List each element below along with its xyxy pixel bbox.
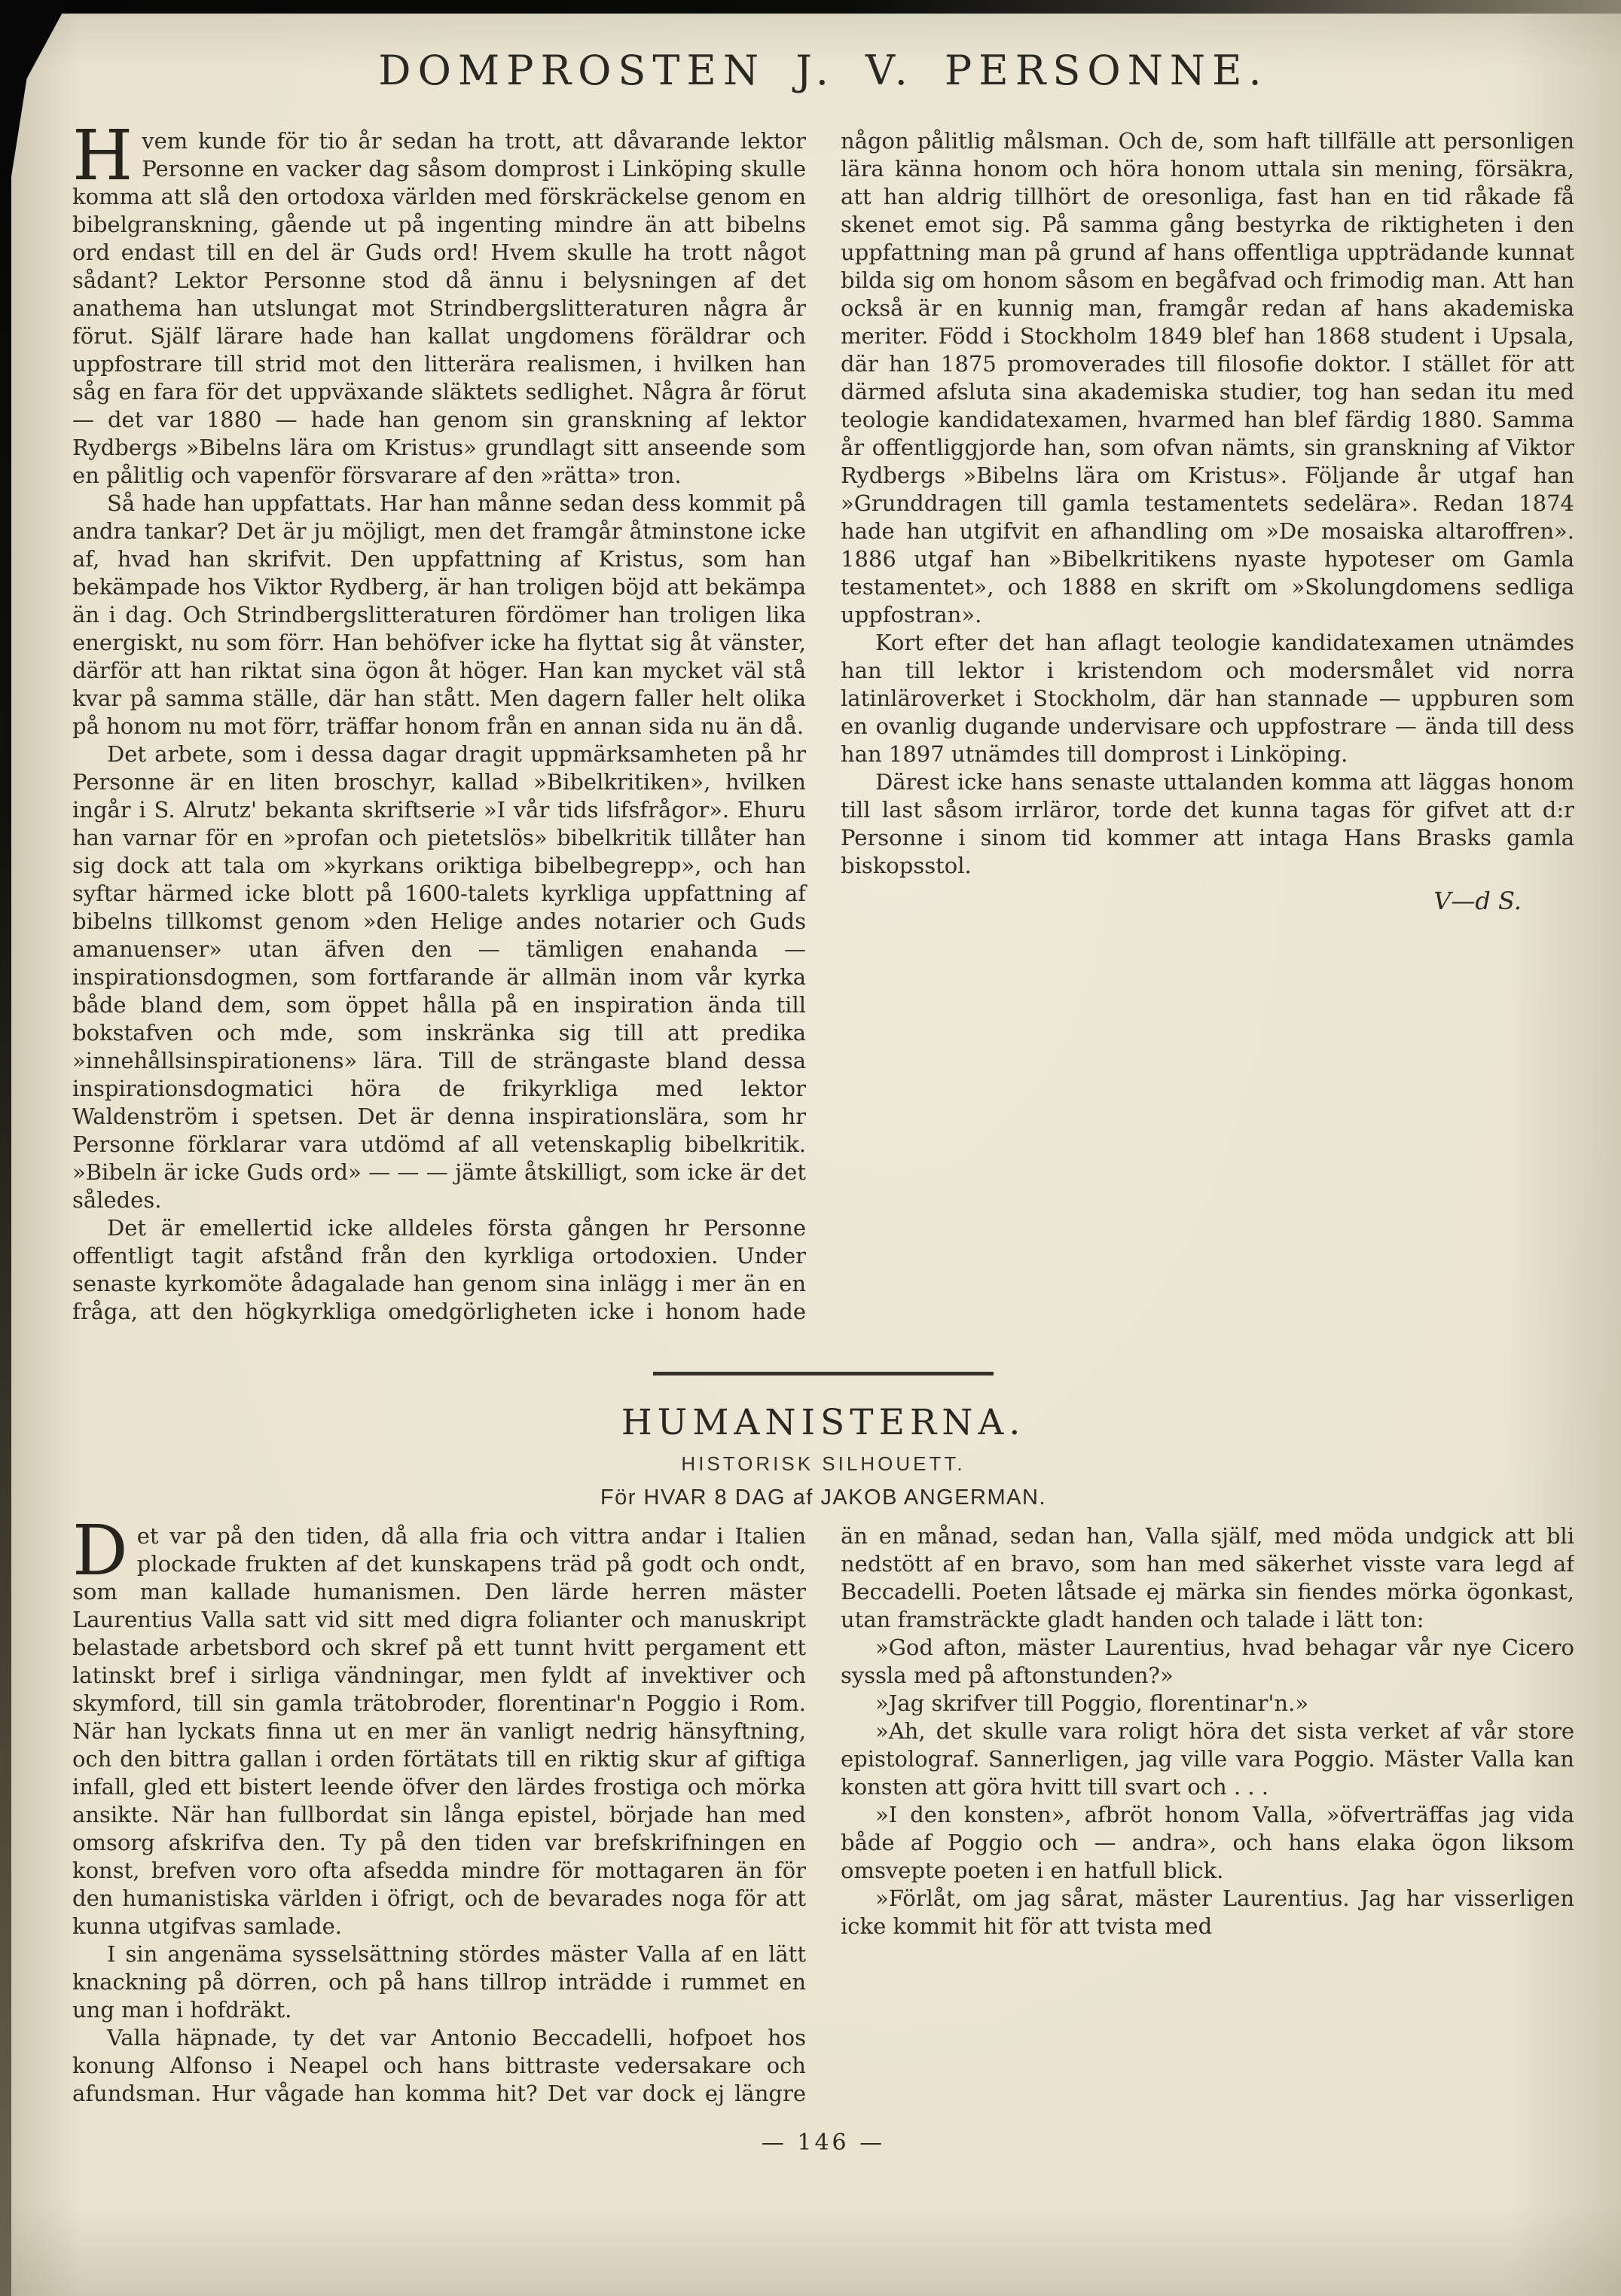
article2-dropcap: D xyxy=(72,1522,128,1592)
section-divider-rule xyxy=(653,1372,994,1375)
article2-paragraph: Valla häpnade, ty det var Antonio Beccadelli, hofpoet hos konung Alfonso i Neapel och hans bittraste vedersakare och afundsman. Hur vågade han komma hit? Det var dock ej längre än en månad, sedan han, Valla själf, med möda undgick att bli nedstött af en bravo, som han med säkerhet visste vara legd af Beccadelli. Poeten låtsade ej märka sin fiendes mörka ögonkast, utan framsträckte gladt handen och talade i lätt ton: xyxy=(72,1523,1574,2107)
article2-paragraph-text: et var på den tiden, då alla fria och vittra andar i Italien plockade frukten af det kunskapens träd på godt och ondt, som man kallade humanismen. Den lärde herren mäster Laurentius Valla satt vid sitt med digra folianter och manuskript belastade arbetsbord och skref på ett tunnt hvitt pergament ett latinskt bref i sirliga vändningar, men fyldt af invektiver och skymford, till sin gamla trätobroder, florentinar'n Poggio i Rom. När han lyckats finna ut en mer än vanligt nedrig hänsyftning, och den bittra gallan i orden förtätats till en riktig skur af giftiga infall, gled ett bistert leende öfver den lärdes frostiga och mörka ansikte. När han fullbordat sin långa epistel, började han med omsorg afskrifva den. Ty på den tiden var brefskrifningen en konst, brefven voro ofta afsedda mindre för mottagaren än för den humanistiska världen i öfrigt, och de bevarades noga för att kunna utgifvas samlade. xyxy=(72,1523,806,1940)
article1-dropcap: H xyxy=(72,127,133,196)
article2-paragraph: I sin angenäma sysselsättning stördes mäster Valla af en lätt knackning på dörren, och på hans tillrop inträdde i rummet en ung man i hofdräkt. xyxy=(72,1941,806,2023)
article2-paragraph: »I den konsten», afbröt honom Valla, »öfverträffas jag vida både af Poggio och — andra», och hans elaka ögon liksom omsvepte poeten i en hatfull blick. xyxy=(841,1802,1574,1884)
article2-byline: För HVAR 8 DAG af JAKOB ANGERMAN. xyxy=(600,1485,1047,1510)
article2-paragraph: »God afton, mäster Laurentius, hvad behagar vår nye Cicero syssla med på aftonstunden?» xyxy=(841,1635,1574,1689)
article1-title: DOMPROSTEN J. V. PERSONNE. xyxy=(378,47,1268,94)
article1-author-signature: V—d S. xyxy=(1433,886,1522,915)
article2-subtitle: HISTORISK SILHOUETT. xyxy=(681,1452,966,1476)
scan-edge-top xyxy=(0,0,1621,14)
article1-paragraph: Kort efter det han aflagt teologie kandidatexamen utnämdes han till lektor i kristendom och modersmålet vid norra latinläroverket i Stockholm, där han stannade — uppburen som en ovanlig dugande undervisare och uppfostrare — ända till dess han 1897 utnämdes till domprost i Linköping. xyxy=(841,629,1574,767)
article2-paragraph: »Förlåt, om jag sårat, mäster Laurentius. Jag har visserligen icke kommit hit för att tvista med xyxy=(841,1885,1574,1940)
article1-paragraph xyxy=(72,127,806,490)
scan-corner-shadow-2 xyxy=(0,0,39,249)
article1-paragraph: Därest icke hans senaste uttalanden komma att läggas honom till last såsom irrläror, torde det kunna tagas för gifvet att d:r Personne i sinom tid kommer att intaga Hans Brasks gamla biskopsstol. xyxy=(841,768,1574,878)
article2-paragraph xyxy=(72,1522,806,1940)
article1-paragraph: Så hade han uppfattats. Har han månne sedan dess kommit på andra tankar? Det är ju möjligt, men det framgår åtminstone icke af, hvad han skrifvit. Den uppfattning af Kristus, som han bekämpade hos Viktor Rydberg, är han troligen böjd att bekämpa än i dag. Och Strindbergslitteraturen fördömer han troligen lika energiskt, nu som förr. Han behöfver icke ha flyttat sig åt vänster, därför att han riktat sina ögon åt höger. Han kan mycket väl stå kvar på samma ställe, där han stått. Men dagern faller helt olika på honom nu mot förr, träffar honom från en annan sida nu än då. xyxy=(72,490,806,739)
scan-edge-left xyxy=(0,0,11,2296)
article1-paragraph: Det är emellertid icke alldeles första gången hr Personne offentligt tagit afstånd från den kyrkliga ortodoxien. Under senaste kyrkomöte ådagalade han genom sina inlägg i mer än en fråga, att den högkyrkliga omedgörligheten icke i honom hade någon pålitlig målsman. Och de, som haft tillfälle att personligen lära känna honom och höra honom uttala sin mening, försäkra, att han aldrig tillhört de oresonliga, fast han en tid råkade få skenet emot sig. På samma gång bestyrka de riktigheten i den uppfattning man på grund af hans offentliga uppträdande kunnat bilda sig om honom såsom en begåfvad och frimodig man. Att han också är en kunnig man, framgår redan af hans akademiska meriter. Född i Stockholm 1849 blef han 1868 student i Upsala, där han 1875 promoverades till filosofie doktor. I stället för att därmed afsluta sina akademiska studier, tog han sedan itu med teologie kandidatexamen, hvarmed han blef färdig 1880. Samma år offentliggjorde han, som ofvan nämts, sin granskning af Viktor Rydbergs »Bibelns lära om Kristus». Följande år utgaf han »Grunddragen till gamla testamentets sedelära». Redan 1874 hade han utgifvit en afhandling om »De mosaiska altaroffren». 1886 utgaf han »Bibelkritikens nyaste hypoteser om Gamla testamentet», och 1888 en skrift om »Skolungdomens sedliga uppfostran». xyxy=(72,127,1574,1324)
article2-title: HUMANISTERNA. xyxy=(621,1401,1026,1443)
article1-paragraph: Det arbete, som i dessa dagar dragit uppmärksamheten på hr Personne är en liten broschyr, kallad »Bibelkritiken», hvilken ingår i S. Alrutz' bekanta skriftserie »I vår tids lifsfrågor». Ehuru han varnar för en »profan och pietetslös» bibelkritik tillåter han sig dock att tala om »kyrkans oriktiga bibelbegrepp», och han syftar härmed icke blott på 1600-talets kyrkliga uppfattning af bibelns tillkomst genom »den Helige andes notarier och Guds amanuenser» utan äfven den — tämligen enahanda — inspirationsdogmen, som fortfarande är allmän inom vår kyrka både bland dem, som öppet hålla på en inspiration ända till bokstafven och mde, som inskränka sig till att predika »innehållsinspirationens» lära. Till de strängaste bland dessa inspirationsdogmatici höra de frikyrkliga med lektor Waldenström i spetsen. Det är denna inspirationslära, som hr Personne förklarar vara utdömd af all vetenskaplig bibelkritik. »Bibeln är icke Guds ord» — — — jämte åtskilligt, som icke är det således. xyxy=(72,740,806,1213)
article2-paragraph: »Jag skrifver till Poggio, florentinar'n.» xyxy=(875,1690,1309,1717)
article1-body xyxy=(72,127,1574,1346)
article1-paragraph-text: vem kunde för tio år sedan ha trott, att dåvarande lektor Personne en vacker dag såsom domprost i Linköping skulle komma att slå den ortodoxa världen med förskräckelse genom en bibelgranskning, gående ut på ingenting mindre än att bibelns ord endast till en del är Guds ord! Hvem skulle ha trott något sådant? Lektor Personne stod då ännu i belysningen af det anathema han utslungat mot Strindbergslitteraturen några år förut. Själf lärare hade han kallat ungdomens föräldrar och uppfostrare till strid mot den litterära realismen, i hvilken han såg en fara för det uppväxande släktets sedlighet. Några år förut — det var 1880 — hade han genom sin granskning af lektor Rydbergs »Bibelns lära om Kristus» grundlagt sitt anseende som en pålitlig och vapenför försvarare af den »rätta» tron. xyxy=(72,127,806,488)
article2-body xyxy=(72,1522,1574,2125)
page-number: — 146 — xyxy=(761,2130,886,2157)
article2-paragraph: »Ah, det skulle vara roligt höra det sista verket af vår store epistolograf. Sannerligen, jag ville vara Poggio. Mäster Valla kan konsten att göra hvitt till svart och . . . xyxy=(841,1718,1574,1800)
